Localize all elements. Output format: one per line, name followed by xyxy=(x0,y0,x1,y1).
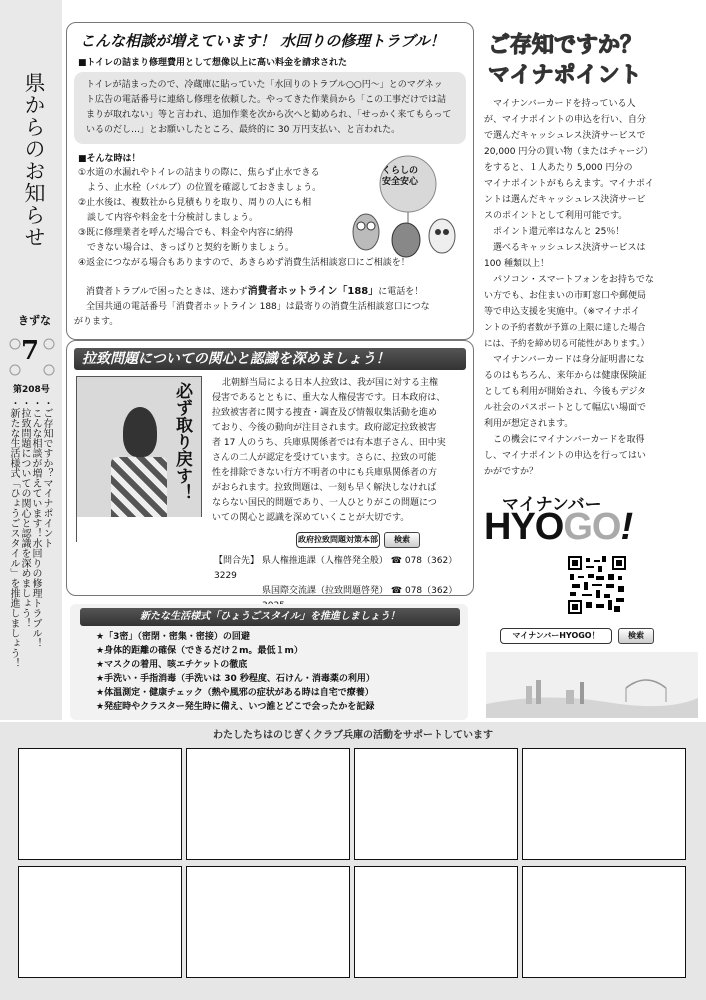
repair-heading: こんな相談が増えています！ 水回りの修理トラブル！ xyxy=(80,32,445,50)
page-number: 7 xyxy=(21,336,40,366)
sponsor-slot xyxy=(354,748,518,860)
mynumber-search-field[interactable]: マイナンバーHYOGO！ xyxy=(500,628,612,644)
abduction-text: 北朝鮮当局による日本人拉致は、我が国に対する主権 侵害であるとともに、重大な人権侵害です。日本政府は、 拉致被害者に関する捜査・調査及び情報収集活動を進め ており、今後の動向が注目されます。政府認定拉致被害 者 17 人のうち、兵庫県関係者では有本恵子さん、田中実 さんの二人が認定を受けています。さらに、拉致の可能 性を排除できない行方不明者の中にも兵庫県関係者の方 がおられます。拉致問題は、一刻も早く解決しなければ ならない国民的問題であり、一人ひとりがこの問題につ いての関心と認識を深めていくことが大切です。 xyxy=(212,378,446,523)
publication-name: きずな xyxy=(18,314,51,327)
contact-info: 【問合先】 県人権推進課（人権啓発全般） ☎ 078（362）3229 県国際交流課（拉致問題啓発） ☎ 078（362） xyxy=(214,556,458,596)
mynapoint-heading-2: マイナポイント xyxy=(488,63,642,88)
repair-subheading: ■トイレの詰まり修理費用として想像以上に高い料金を請求された xyxy=(78,58,348,68)
abduction-search-field[interactable]: 政府拉致問題対策本部 xyxy=(296,532,380,548)
hotline-text: 消費者トラブルで困ったときは、迷わず消費者ホットライン「188」に電話を！ 全国共通の電話番号「消費者ホットライン 188」は最寄りの消費生活相談窓口につな がります。 xyxy=(74,286,430,327)
sponsor-slot xyxy=(522,748,686,860)
poster-slogan: 必ず取り戻す！ xyxy=(172,382,192,501)
hyogo-style-list: ★「3密」（密閉・密集・密接）の回避 ★身体的距離の確保（できるだけ２m。最低１m） ★マスクの着用、咳エチケットの徹底 ★手洗い・手指消毒（手洗いは 30 秒程度、石けん・消毒薬の利用） ★体温測定・健康チェック（熱や風邪の症状がある時は自宅で療養） ★発症時やクラスター発生時に備え、いつ誰とどこで会ったかを記録 xyxy=(96,632,375,712)
case-text: トイレが詰まったので、冷蔵庫に貼っていた「水回りのトラブル○○円～」とのマグネッ ト広告の電話番号に連絡し修理を依頼した。やってきた作業員から「この工事だけでは詰 まりが取れない」等と言われ、追加作業を次から次へと勧められ、「せっかく来てもらって いるのだし…」とお願いしたところ、最終的に 30 万円支払い、と言われた。 xyxy=(86,80,452,135)
when-heading: ■そんな時は！ xyxy=(78,154,141,164)
mynumber-search-button[interactable]: 検索 xyxy=(618,628,654,644)
cityscape-illustration xyxy=(486,652,698,718)
sponsor-slot xyxy=(18,866,182,978)
page-title: 県からのお知らせ xyxy=(22,72,46,248)
hyogo-style-banner: 新たな生活様式「ひょうごスタイル」を推進しましょう！ xyxy=(80,608,460,626)
mynumber-logo: HYOGO! xyxy=(484,506,633,548)
mynumber-logo-top: マイナンバー xyxy=(502,495,602,515)
issue-number: 第208号 xyxy=(13,385,50,395)
sponsor-slot xyxy=(18,748,182,860)
mynapoint-heading-1: ご存知ですか？ xyxy=(488,33,643,58)
sponsor-slot xyxy=(186,866,350,978)
abduction-search-button[interactable]: 検索 xyxy=(384,532,420,548)
sponsor-slot xyxy=(522,866,686,978)
qr-code-icon xyxy=(568,556,626,614)
sponsor-slot xyxy=(354,866,518,978)
mynapoint-text: マイナンバーカードを持っている人 が、マイナポイントの申込を行い、自分 で選んだキャッシュレス決済サービスで 20,000 円分の買い物（またはチャージ） をすると、１人あたり 5,000 円分の マイナポイントがもらえます。マイナポイ ントは選んだキャッシュレス決済サービ スのポイントとして利用可能です。 ポイント還元率はなんと 25％！ 選べるキャッシュレス決済サービスは 100 種類以上！ パソコン・スマートフォンをお持ちでな い方でも、お住まいの市町窓口や郵便局 等で申込支援を実施中。（※マイナポイ ントの予約者数が予算の上限に達した場合 には、予約を締め切る可能性があります。） マイナンバーカードは身分証明書にな るのはもちろん、来年からは健康保険証 としても利用が開始され、今後もデジタ ル社会のパスポートとして幅広い場面で 利用が想定されます。 この機会にマイナンバーカードを取得 し、マイナポイントの申込を行ってはい かがですか？ xyxy=(484,99,654,477)
sponsor-slot xyxy=(186,748,350,860)
tips-list: ①水道の水漏れやトイレの詰まりの際に、焦らず止水できる よう、止水栓（バルブ）の位置を確認しておきましょう。 ②止水後は、複数社から見積もりを取り、周りの人にも相 談して内容や料金を十分検討しましょう。 ③既に修理業者を呼んだ場合でも、料金や内容に納得 できない場合は、きっぱりと契約を断りましょう。 ④返金につながる場合もありますので、あきらめず消費生活相談窓口にご相談を！ xyxy=(78,168,410,268)
mascot-label: くらしの 安全安心 xyxy=(382,166,419,187)
abduction-heading: 拉致問題についての関心と認識を深めましょう！ xyxy=(74,348,466,370)
support-banner: わたしたちはのじぎくクラブ兵庫の活動をサポートしています xyxy=(213,730,493,741)
table-of-contents: ・ご存知ですか？マイナポイント ・こんな相談が増えています！水回りの修理トラブル！ ・拉致問題についての関心と認識を深めましょう！ ・新たな生活様式「ひょうごスタイル」を推進しましょう！ xyxy=(8,398,52,668)
